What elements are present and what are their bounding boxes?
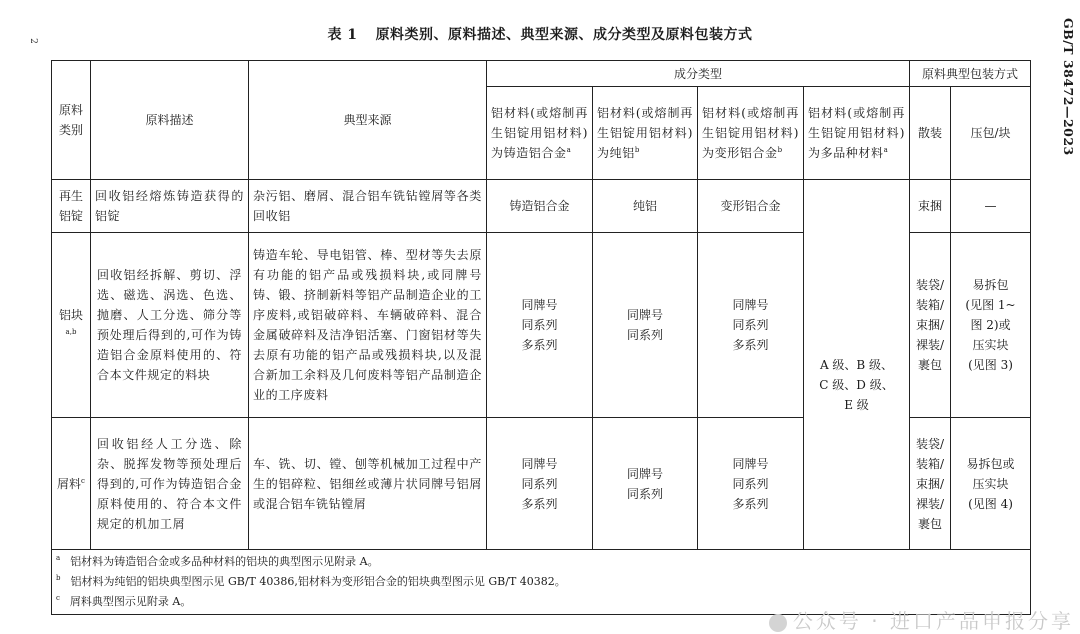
header-comp-pure: 铝材料(或熔制再生铝锭用铝材料)为纯铝$^b$ [593, 87, 698, 180]
row-cast: 铸造铝合金 [487, 180, 593, 233]
row-multi-grades: A 级、B 级、 C 级、D 级、 E 级 [804, 180, 910, 550]
row-source: 车、铣、切、镗、刨等机械加工过程中产生的铝碎粒、铝细丝或薄片状同牌号铝屑或混合铝车铣钻镗屑 [249, 418, 487, 550]
header-composition-type: 成分类型 [487, 61, 910, 87]
row-bulk: 装袋/ 装箱/ 束捆/ 裸装/ 裹包 [910, 418, 951, 550]
header-comp-wrought: 铝材料(或熔制再生铝锭用铝材料)为变形铝合金$^b$ [698, 87, 804, 180]
row-description: 回收铝经熔炼铸造获得的铝锭 [91, 180, 249, 233]
header-comp-multi: 铝材料(或熔制再生铝锭用铝材料)为多品种材料$^a$ [804, 87, 910, 180]
header-pack-bulk: 散装 [910, 87, 951, 180]
header-source: 典型来源 [249, 61, 487, 180]
standard-number: GB/T 38472—2023 [1061, 18, 1076, 156]
note-b: $^b$ 铝材料为纯铝的铝块典型图示见 GB/T 40386,铝材料为变形铝合金的铝块典型图示见 GB/T 40382。 [56, 574, 566, 588]
row-description: 回收铝经人工分选、除杂、脱挥发物等预处理后得到的,可作为铸造铝合金原料使用的、符合本文件规定的机加工屑 [91, 418, 249, 550]
row-category: 再生 铝锭 [52, 180, 91, 233]
row-pure: 纯铝 [593, 180, 698, 233]
watermark: 公众号 · 进口产品申报分享 [769, 605, 1074, 634]
header-row-1 [52, 61, 1031, 87]
page-number: 2 [27, 38, 38, 44]
row-category: 屑料$^c$ [52, 418, 91, 550]
table-caption: 原料类别、原料描述、典型来源、成分类型及原料包装方式 [375, 27, 753, 43]
row-bulk: 束捆 [910, 180, 951, 233]
raw-material-table [51, 60, 1031, 615]
table-number: 表 1 [327, 27, 358, 43]
note-c: $^c$ 屑料典型图示见附录 A。 [56, 594, 192, 608]
note-a: $^a$ 铝材料为铸造铝合金或多品种材料的铝块的典型图示见附录 A。 [56, 554, 379, 568]
row-pressed: — [951, 180, 1031, 233]
wechat-icon [769, 614, 787, 632]
header-category: 原料 类别 [52, 61, 91, 180]
row-pressed: 易拆包 (见图 1~ 图 2)或 压实块 (见图 3) [951, 233, 1031, 418]
row-pressed: 易拆包或 压实块 (见图 4) [951, 418, 1031, 550]
row-bulk: 装袋/ 装箱/ 束捆/ 裸装/ 裹包 [910, 233, 951, 418]
table-title [0, 24, 1080, 44]
header-description: 原料描述 [91, 61, 249, 180]
row-source: 铸造车轮、导电铝管、棒、型材等失去原有功能的铝产品或残损料块,或同牌号铸、锻、挤制新料等铝产品制造企业的工序废料,或铝破碎料、车辆破碎料、混合金属破碎料及洁净铝活塞、门窗铝材等失去原有功能的铝产品或残损料块,以及混合新加工余料及几何废料等铝产品制造企业的工序废料 [249, 233, 487, 418]
row-wrought: 变形铝合金 [698, 180, 804, 233]
row-cast: 同牌号 同系列 多系列 [487, 418, 593, 550]
row-pure: 同牌号 同系列 [593, 418, 698, 550]
row-source: 杂污铝、磨屑、混合铝车铣钻镗屑等各类回收铝 [249, 180, 487, 233]
header-packaging: 原料典型包装方式 [910, 61, 1031, 87]
row-wrought: 同牌号 同系列 多系列 [698, 233, 804, 418]
row-cast: 同牌号 同系列 多系列 [487, 233, 593, 418]
row-wrought: 同牌号 同系列 多系列 [698, 418, 804, 550]
header-pack-pressed: 压包/块 [951, 87, 1031, 180]
table-row [52, 180, 1031, 233]
row-pure: 同牌号 同系列 [593, 233, 698, 418]
row-description: 回收铝经拆解、剪切、浮选、磁选、涡选、色选、抛磨、人工分选、筛分等预处理后得到的,可作为铸造铝合金原料使用的、符合本文件规定的料块 [91, 233, 249, 418]
row-category: 铝块$^{a,b}$ [52, 233, 91, 418]
header-comp-cast: 铝材料(或熔制再生铝锭用铝材料)为铸造铝合金$^a$ [487, 87, 593, 180]
